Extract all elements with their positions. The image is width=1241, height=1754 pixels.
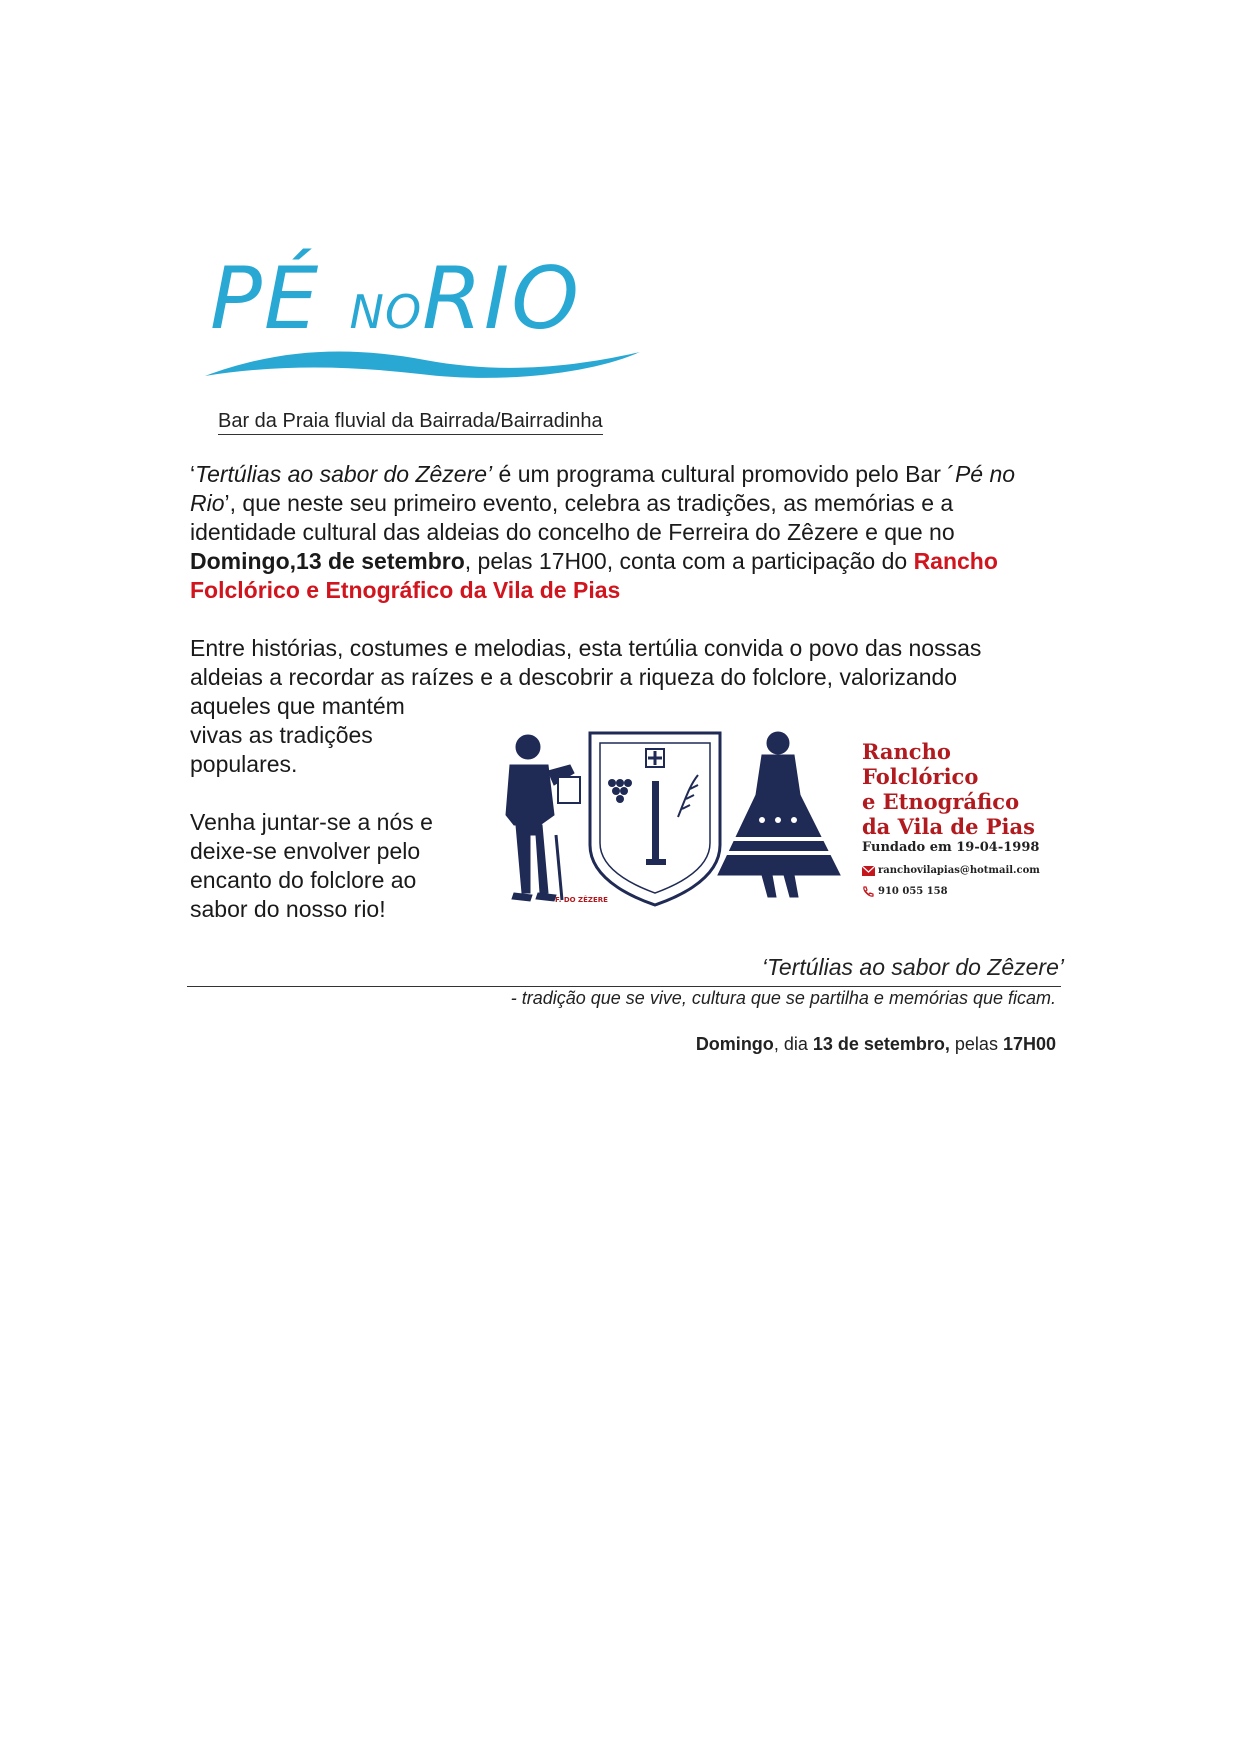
seal-subtext: F. DO ZÊZERE (555, 896, 608, 904)
second-line-1: Entre histórias, costumes e melodias, esta tertúlia convida o povo das nossas (190, 635, 982, 661)
logo-subtitle: Bar da Praia fluvial da Bairrada/Bairradinha (218, 410, 603, 435)
intro-line-2: Rio’, que neste seu primeiro evento, celebra as tradições, as memórias e a (190, 490, 954, 516)
closing-title: ‘Tertúlias ao sabor do Zêzere’ (761, 954, 1064, 980)
intro-line-5: Folclórico e Etnográfico da Vila de Pias (190, 577, 621, 603)
second-line-3: aqueles que mantém (190, 693, 405, 719)
rancho-emblem-icon (500, 725, 845, 920)
second-line-4: vivas as tradições (190, 722, 373, 748)
intro-line-3: identidade cultural das aldeias do concelho de Ferreira do Zêzere e que no (190, 519, 955, 545)
event-date: Domingo, dia 13 de setembro, pelas 17H00 (695, 1034, 1056, 1054)
third-line-2: deixe-se envolver pelo (190, 838, 421, 864)
pe-no-rio-logo: PÉ NORIO (210, 249, 581, 349)
phone-text: 910 055 158 (878, 886, 948, 897)
third-line-4: sabor do nosso rio! (190, 896, 386, 922)
third-line-3: encanto do folclore ao (190, 867, 417, 893)
third-line-1: Venha juntar-se a nós e (190, 809, 433, 835)
closing-subtitle: - tradição que se vive, cultura que se partilha e memórias que ficam. (510, 988, 1056, 1008)
fundado-text: Fundado em 19-04-1998 (862, 840, 1040, 855)
second-line-5: populares. (190, 751, 298, 777)
wave-icon (200, 330, 660, 390)
intro-line-4: Domingo,13 de setembro, pelas 17H00, conta com a participação do Rancho (190, 548, 998, 574)
email-text: ranchovilapias@hotmail.com (878, 865, 1040, 876)
intro-line-1: ‘Tertúlias ao sabor do Zêzere’ é um programa cultural promovido pelo Bar ´Pé no (190, 461, 1016, 487)
closing-divider (187, 986, 1061, 987)
rancho-name: Rancho Folclórico e Etnográfico da Vila de Pias (862, 739, 1035, 839)
second-line-2: aldeias a recordar as raízes e a descobrir a riqueza do folclore, valorizando (190, 664, 958, 690)
phone-icon (862, 886, 874, 898)
email-icon (862, 866, 875, 876)
